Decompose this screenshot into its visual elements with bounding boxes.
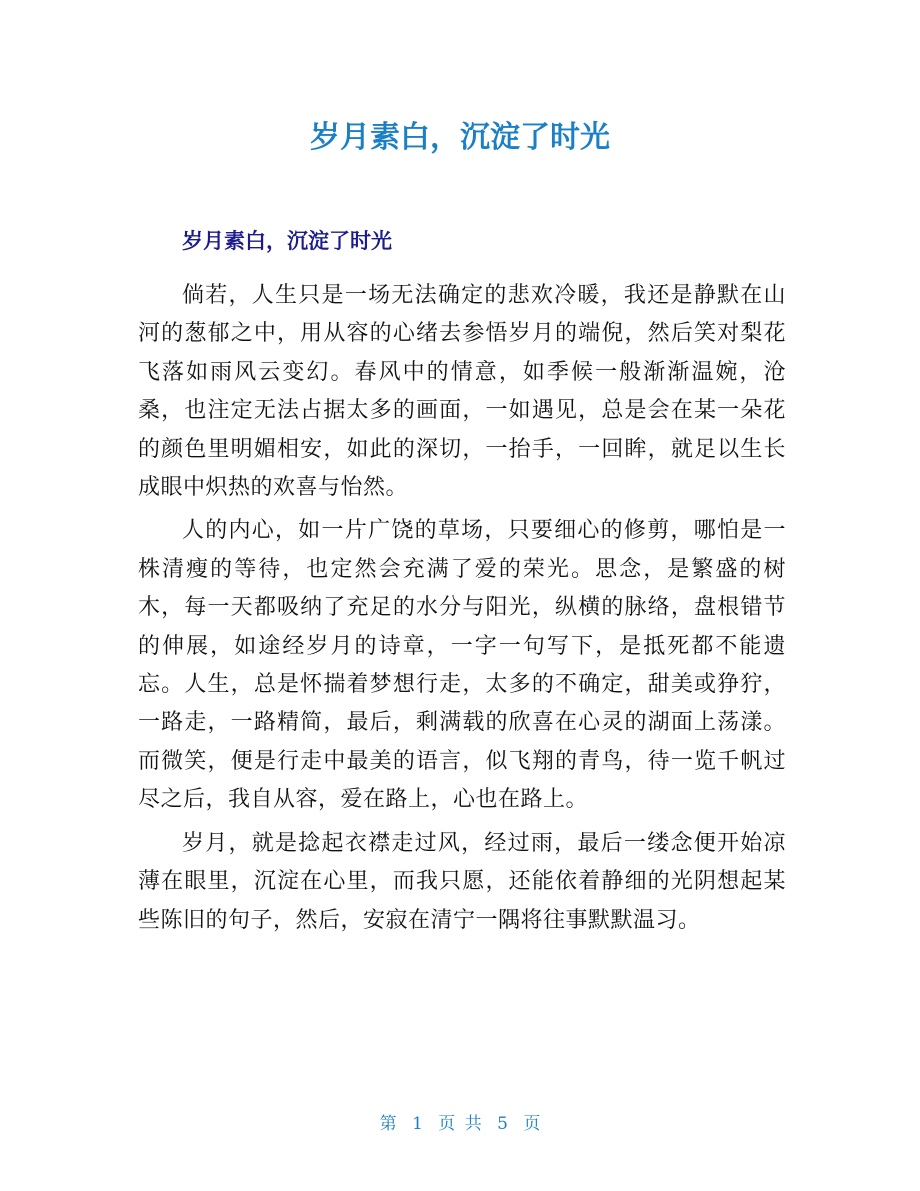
document-title: 岁月素白，沉淀了时光 bbox=[310, 120, 610, 155]
footer-total-pages: 5 bbox=[497, 1114, 508, 1134]
document-body bbox=[138, 277, 786, 945]
footer-prefix: 第 bbox=[379, 1114, 397, 1134]
paragraph-3: 岁月，就是捻起衣襟走过风，经过雨，最后一缕念便开始凉薄在眼里，沉淀在心里，而我只愿，还能依着静细的光阴想起某些陈旧的句子，然后，安寂在清宁一隅将往事默默温习。 bbox=[138, 830, 786, 933]
section-heading: 岁月素白，沉淀了时光 bbox=[182, 229, 392, 253]
footer-suffix: 页 bbox=[523, 1114, 541, 1134]
paragraph-1: 倘若，人生只是一场无法确定的悲欢冷暖，我还是静默在山河的葱郁之中，用从容的心绪去参悟岁月的端倪，然后笑对梨花飞落如雨风云变幻。春风中的情意，如季候一般渐渐温婉，沧桑，也注定无法占据太多的画面，一如遇见，总是会在某一朵花的颜色里明媚相安，如此的深切，一抬手，一回眸，就足以生长成眼中炽热的欢喜与怡然。 bbox=[138, 283, 786, 501]
page-footer bbox=[0, 1112, 920, 1136]
footer-current-page: 1 bbox=[412, 1114, 423, 1134]
paragraph-2: 人的内心，如一片广饶的草场，只要细心的修剪，哪怕是一株清瘦的等待，也定然会充满了爱的荣光。思念，是繁盛的树木，每一天都吸纳了充足的水分与阳光，纵横的脉络，盘根错节的伸展，如途经岁月的诗章，一字一句写下，是抵死都不能遗忘。人生，总是怀揣着梦想行走，太多的不确定，甜美或狰狞，一路走，一路精简，最后，剩满载的欣喜在心灵的湖面上荡漾。而微笑，便是行走中最美的语言，似飞翔的青鸟，待一览千帆过尽之后，我自从容，爱在路上，心也在路上。 bbox=[138, 518, 786, 813]
footer-middle: 页 共 bbox=[438, 1114, 482, 1134]
